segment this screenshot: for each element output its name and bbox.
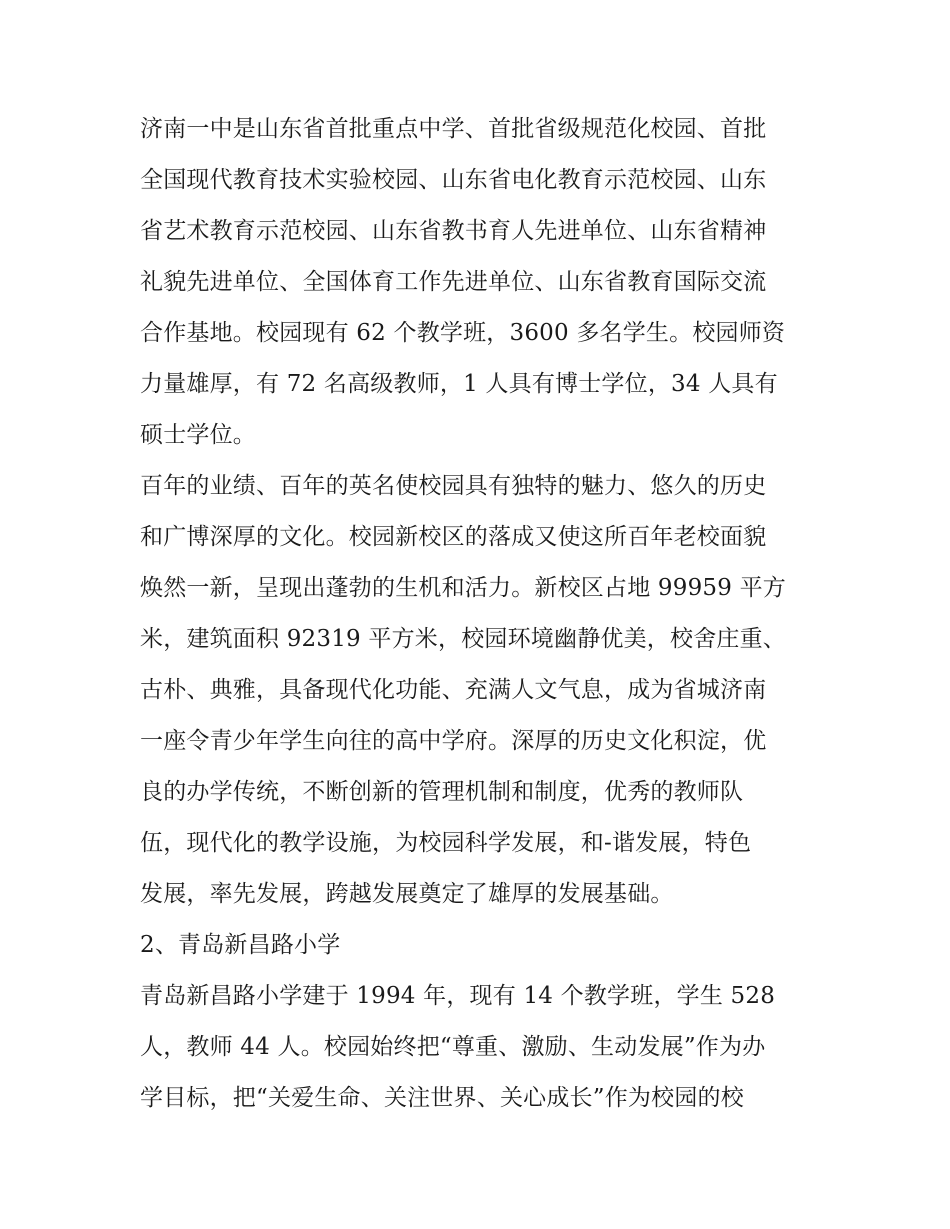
document-body xyxy=(140,104,820,1124)
section-heading: 2、青岛新昌路小学 xyxy=(140,932,341,958)
text-line: 和广博深厚的文化。校园新校区的落成又使这所百年老校面貌 xyxy=(140,524,767,550)
text-line: 焕然一新，呈现出蓬勃的生机和活力。新校区占地 99959 平方 xyxy=(140,575,786,601)
text-line: 百年的业绩、百年的英名使校园具有独特的魅力、悠久的历史 xyxy=(140,473,767,499)
text-line: 米，建筑面积 92319 平方米，校园环境幽静优美，校舍庄重、 xyxy=(140,626,786,652)
text-line: 一座令青少年学生向往的高中学府。深厚的历史文化积淀，优 xyxy=(140,728,767,754)
text-line: 青岛新昌路小学建于 1994 年，现有 14 个教学班，学生 528 xyxy=(140,983,776,1009)
text-line: 全国现代教育技术实验校园、山东省电化教育示范校园、山东 xyxy=(140,167,767,193)
text-line: 硕士学位。 xyxy=(140,422,256,448)
text-line: 学目标，把“关爱生命、关注世界、关心成长”作为校园的校 xyxy=(140,1085,744,1111)
text-line: 合作基地。校园现有 62 个教学班，3600 多名学生。校园师资 xyxy=(140,320,786,346)
text-line: 人，教师 44 人。校园始终把“尊重、激励、生动发展”作为办 xyxy=(140,1034,766,1060)
text-line: 古朴、典雅，具备现代化功能、充满人文气息，成为省城济南 xyxy=(140,677,767,703)
text-line: 省艺术教育示范校园、山东省教书育人先进单位、山东省精神 xyxy=(140,218,767,244)
text-line: 力量雄厚，有 72 名高级教师，1 人具有博士学位，34 人具有 xyxy=(140,371,778,397)
text-line: 礼貌先进单位、全国体育工作先进单位、山东省教育国际交流 xyxy=(140,269,767,295)
text-line: 伍，现代化的教学设施，为校园科学发展，和-谐发展，特色 xyxy=(140,830,752,856)
text-line: 发展，率先发展，跨越发展奠定了雄厚的发展基础。 xyxy=(140,881,674,907)
text-line: 良的办学传统，不断创新的管理机制和制度，优秀的教师队 xyxy=(140,779,744,805)
text-line: 济南一中是山东省首批重点中学、首批省级规范化校园、首批 xyxy=(140,116,767,142)
